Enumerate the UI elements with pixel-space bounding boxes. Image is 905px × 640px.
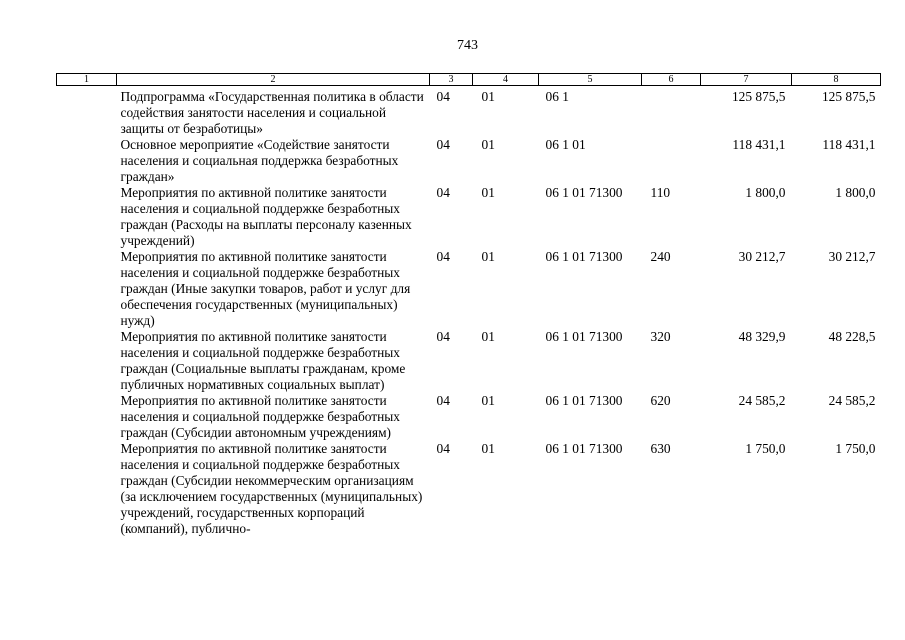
header-row	[57, 74, 881, 86]
row-amount-1: 1 750,0	[745, 441, 786, 456]
row-name: Мероприятия по активной политике занятости населения и социальной поддержке безработных граждан (Субсидии некоммерческим организациям (за исключением государственных (муниципальных) учреждений, государственных корпораций (компаний), публично-	[120, 441, 423, 536]
header-col-5: 5	[539, 74, 642, 86]
budget-table	[56, 73, 881, 537]
row-subsection: 01	[481, 441, 495, 456]
row-amount-1: 24 585,2	[738, 393, 786, 408]
row-subsection: 01	[481, 329, 495, 344]
row-expense-type: 320	[650, 329, 671, 344]
row-section: 04	[436, 185, 450, 200]
table-row	[57, 393, 881, 441]
row-name: Мероприятия по активной политике занятости населения и социальной поддержке безработных граждан (Иные закупки товаров, работ и услуг для обеспечения государственных (муниципальных) нужд)	[120, 249, 411, 328]
row-amount-2: 1 800,0	[835, 185, 876, 200]
table-row	[57, 441, 881, 537]
row-subsection: 01	[481, 393, 495, 408]
row-name: Подпрограмма «Государственная политика в области содействия занятости населения и социальной защиты от безработицы»	[120, 89, 424, 136]
row-section: 04	[436, 89, 450, 104]
row-index	[57, 393, 117, 441]
row-amount-2: 1 750,0	[835, 441, 876, 456]
row-section: 04	[436, 249, 450, 264]
row-target: 06 1 01 71300	[545, 185, 623, 200]
row-target: 06 1 01 71300	[545, 393, 623, 408]
row-amount-1: 125 875,5	[731, 89, 786, 104]
row-subsection: 01	[481, 185, 495, 200]
header-col-7: 7	[701, 74, 792, 86]
row-expense-type	[642, 86, 701, 138]
row-amount-1: 48 329,9	[738, 329, 786, 344]
row-amount-2: 30 212,7	[828, 249, 876, 264]
row-name: Мероприятия по активной политике занятости населения и социальной поддержке безработных граждан (Расходы на выплаты персоналу казенных учреждений)	[120, 185, 412, 248]
row-amount-1: 118 431,1	[732, 137, 786, 152]
row-index	[57, 441, 117, 537]
header-col-6: 6	[642, 74, 701, 86]
row-section: 04	[436, 329, 450, 344]
header-col-3: 3	[430, 74, 473, 86]
row-subsection: 01	[481, 89, 495, 104]
header-col-1: 1	[57, 74, 117, 86]
row-expense-type: 110	[650, 185, 671, 200]
header-col-8: 8	[792, 74, 881, 86]
header-col-2: 2	[117, 74, 430, 86]
row-amount-2: 125 875,5	[821, 89, 876, 104]
row-subsection: 01	[481, 137, 495, 152]
row-target: 06 1	[545, 89, 569, 104]
row-subsection: 01	[481, 249, 495, 264]
row-amount-1: 30 212,7	[738, 249, 786, 264]
row-amount-2: 118 431,1	[822, 137, 876, 152]
table-row	[57, 86, 881, 138]
row-target: 06 1 01 71300	[545, 441, 623, 456]
page-number: 743	[457, 38, 478, 53]
table-row	[57, 185, 881, 249]
row-name: Мероприятия по активной политике занятости населения и социальной поддержке безработных граждан (Субсидии автономным учреждениям)	[120, 393, 401, 440]
row-expense-type: 240	[650, 249, 671, 264]
row-name: Мероприятия по активной политике занятости населения и социальной поддержке безработных граждан (Социальные выплаты гражданам, кроме публичных нормативных социальных выплат)	[120, 329, 406, 392]
row-expense-type	[642, 137, 701, 185]
row-target: 06 1 01 71300	[545, 329, 623, 344]
table-row	[57, 137, 881, 185]
header-col-4: 4	[473, 74, 539, 86]
row-expense-type: 630	[650, 441, 671, 456]
table-header	[57, 74, 881, 86]
row-index	[57, 185, 117, 249]
row-name: Основное мероприятие «Содействие занятости населения и социальная поддержка безработных граждан»	[120, 137, 399, 184]
row-section: 04	[436, 137, 450, 152]
row-target: 06 1 01	[545, 137, 586, 152]
table-row	[57, 329, 881, 393]
row-index	[57, 329, 117, 393]
row-target: 06 1 01 71300	[545, 249, 623, 264]
table-body	[57, 86, 881, 538]
row-expense-type: 620	[650, 393, 671, 408]
row-index	[57, 86, 117, 138]
row-amount-2: 48 228,5	[828, 329, 876, 344]
row-amount-1: 1 800,0	[745, 185, 786, 200]
row-section: 04	[436, 441, 450, 456]
row-amount-2: 24 585,2	[828, 393, 876, 408]
row-index	[57, 249, 117, 329]
row-index	[57, 137, 117, 185]
table-row	[57, 249, 881, 329]
row-section: 04	[436, 393, 450, 408]
